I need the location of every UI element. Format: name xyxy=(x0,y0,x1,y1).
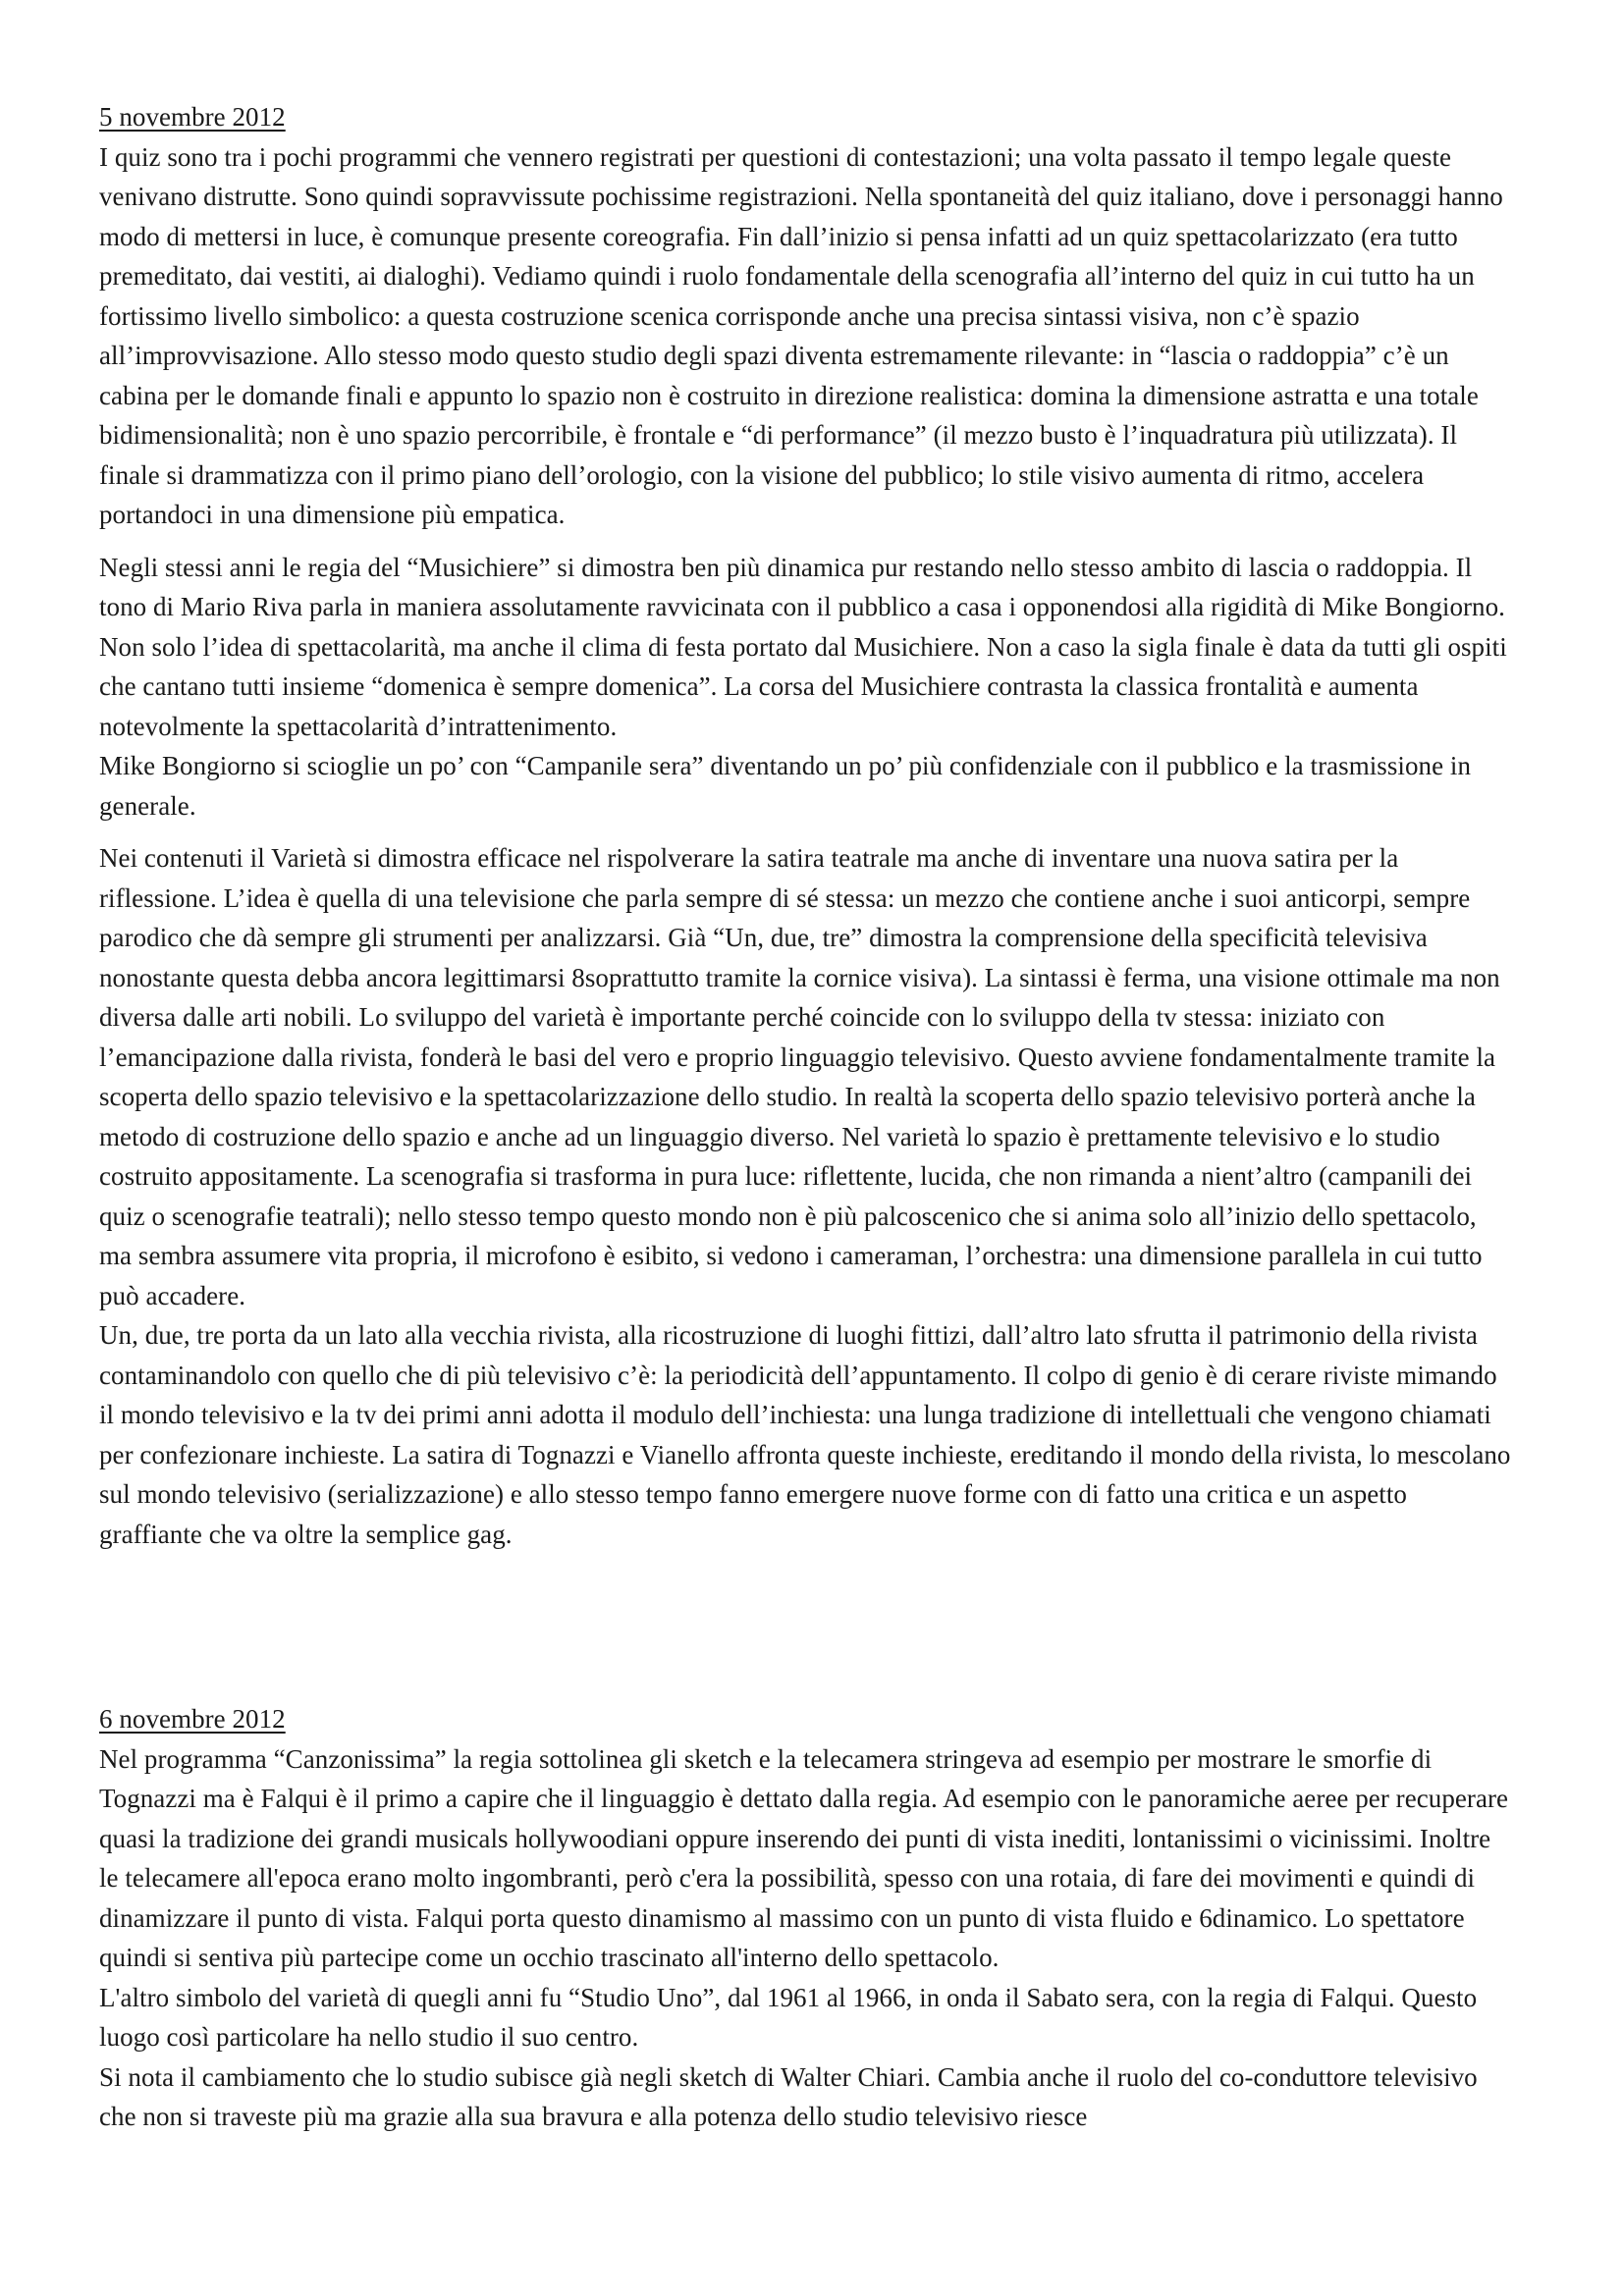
section-spacer xyxy=(99,1554,1513,1699)
paragraph: Mike Bongiorno si scioglie un po’ con “Campanile sera” diventando un po’ più confidenziale con il pubblico e la trasmissione in generale. xyxy=(99,751,1472,821)
paragraph: I quiz sono tra i pochi programmi che vennero registrati per questioni di contestazioni; una volta passato il tempo legale queste venivano distrutte. Sono quindi sopravvissute pochissime registrazioni. Nella spontaneità del quiz italiano, dove i personaggi hanno modo di mettersi in luce, è comunque presente coreografia. Fin dall’inizio si pensa infatti ad un quiz spettacolarizzato (era tutto premeditato, dai vestiti, ai dialoghi). Vediamo quindi i ruolo fondamentale della scenografia all’interno del quiz in cui tutto ha un fortissimo livello simbolico: a questa costruzione scenica corrisponde anche una precisa sintassi visiva, non c’è spazio all’improvvisazione. Allo stesso modo questo studio degli spazi diventa estremamente rilevante: in “lascia o raddoppia” c’è un cabina per le domande finali e appunto lo spazio non è costruito in direzione realistica: domina la dimensione astratta e una totale bidimensionalità; non è uno spazio percorribile, è frontale e “di performance” (il mezzo busto è l’inquadratura più utilizzata). Il finale si drammatizza con il primo piano dell’orologio, con la visione del pubblico; lo stile visivo aumenta di ritmo, accelera portandoci in una dimensione più empatica. xyxy=(99,141,1503,529)
notes-section-5-novembre xyxy=(99,97,1513,1554)
paragraph: Nel programma “Canzonissima” la regia sottolinea gli sketch e la telecamera stringeva ad esempio per mostrare le smorfie di Tognazzi ma è Falqui è il primo a capire che il linguaggio è dettato dalla regia. Ad esempio con le panoramiche aeree per recuperare quasi la tradizione dei grandi musicals hollywoodiani oppure inserendo dei punti di vista inediti, lontanissimi o vicinissimi. Inoltre le telecamere all'epoca erano molto ingombranti, però c'era la possibilità, spesso con una rotaia, di fare dei movimenti e quindi di dinamizzare il punto di vista. Falqui porta questo dinamismo al massimo con un punto di vista fluido e 6dinamico. Lo spettatore quindi si sentiva più partecipe come un occhio trascinato all'interno dello spettacolo. xyxy=(99,1743,1509,1972)
paragraph: Un, due, tre porta da un lato alla vecchia rivista, alla ricostruzione di luoghi fittizi, dall’altro lato sfrutta il patrimonio della rivista contaminandolo con quello che di più televisivo c’è: la periodicità dell’appuntamento. Il colpo di genio è di cerare riviste mimando il mondo televisivo e la tv dei primi anni adotta il modulo dell’inchiesta: una lunga tradizione di intellettuali che vengono chiamati per confezionare inchieste. La satira di Tognazzi e Vianello affronta queste inchieste, ereditando il mondo della rivista, lo mescolano sul mondo televisivo (serializzazione) e allo stesso tempo fanno emergere nuove forme con di fatto una critica e un aspetto graffiante che va oltre la semplice gag. xyxy=(99,1320,1511,1549)
section-date: 5 novembre 2012 xyxy=(99,102,286,132)
paragraph: Negli stessi anni le regia del “Musichiere” si dimostra ben più dinamica pur restando nello stesso ambito di lascia o raddoppia. Il tono di Mario Riva parla in maniera assolutamente ravvicinata con il pubblico a casa i opponendosi alla rigidità di Mike Bongiorno. Non solo l’idea di spettacolarità, ma anche il clima di festa portato dal Musichiere. Non a caso la sigla finale è data da tutti gli ospiti che cantano tutti insieme “domenica è sempre domenica”. La corsa del Musichiere contrasta la classica frontalità e aumenta notevolmente la spettacolarità d’intrattenimento. xyxy=(99,552,1507,741)
document-body xyxy=(99,97,1513,2137)
section-date: 6 novembre 2012 xyxy=(99,1704,286,1734)
notes-section-6-novembre xyxy=(99,1699,1513,2137)
paragraph: Si nota il cambiamento che lo studio subisce già negli sketch di Walter Chiari. Cambia anche il ruolo del co-conduttore televisivo che non si traveste più ma grazie alla sua bravura e alla potenza dello studio televisivo riesce xyxy=(99,2061,1478,2131)
paragraph: Nei contenuti il Varietà si dimostra efficace nel rispolverare la satira teatrale ma anche di inventare una nuova satira per la riflessione. L’idea è quella di una televisione che parla sempre di sé stessa: un mezzo che contiene anche i suoi anticorpi, sempre parodico che dà sempre gli strumenti per analizzarsi. Già “Un, due, tre” dimostra la comprensione della specificità televisiva nonostante questa debba ancora legittimarsi 8soprattutto tramite la cornice visiva). La sintassi è ferma, una visione ottimale ma non diversa dalle arti nobili. Lo sviluppo del varietà è importante perché coincide con lo sviluppo della tv stessa: iniziato con l’emancipazione dalla rivista, fonderà le basi del vero e proprio linguaggio televisivo. Questo avviene fondamentalmente tramite la scoperta dello spazio televisivo e la spettacolarizzazione dello studio. In realtà la scoperta dello spazio televisivo porterà anche la metodo di costruzione dello spazio e anche ad un linguaggio diverso. Nel varietà lo spazio è prettamente televisivo e lo studio costruito appositamente. La scenografia si trasforma in pura luce: riflettente, lucida, che non rimanda a nient’altro (campanili dei quiz o scenografie teatrali); nello stesso tempo questo mondo non è più palcoscenico che si anima solo all’inizio dello spettacolo, ma sembra assumere vita propria, il microfono è esibito, si vedono i cameraman, l’orchestra: una dimensione parallela in cui tutto può accadere. xyxy=(99,843,1500,1310)
paragraph: L'altro simbolo del varietà di quegli anni fu “Studio Uno”, dal 1961 al 1966, in onda il Sabato sera, con la regia di Falqui. Questo luogo così particolare ha nello studio il suo centro. xyxy=(99,1982,1478,2052)
